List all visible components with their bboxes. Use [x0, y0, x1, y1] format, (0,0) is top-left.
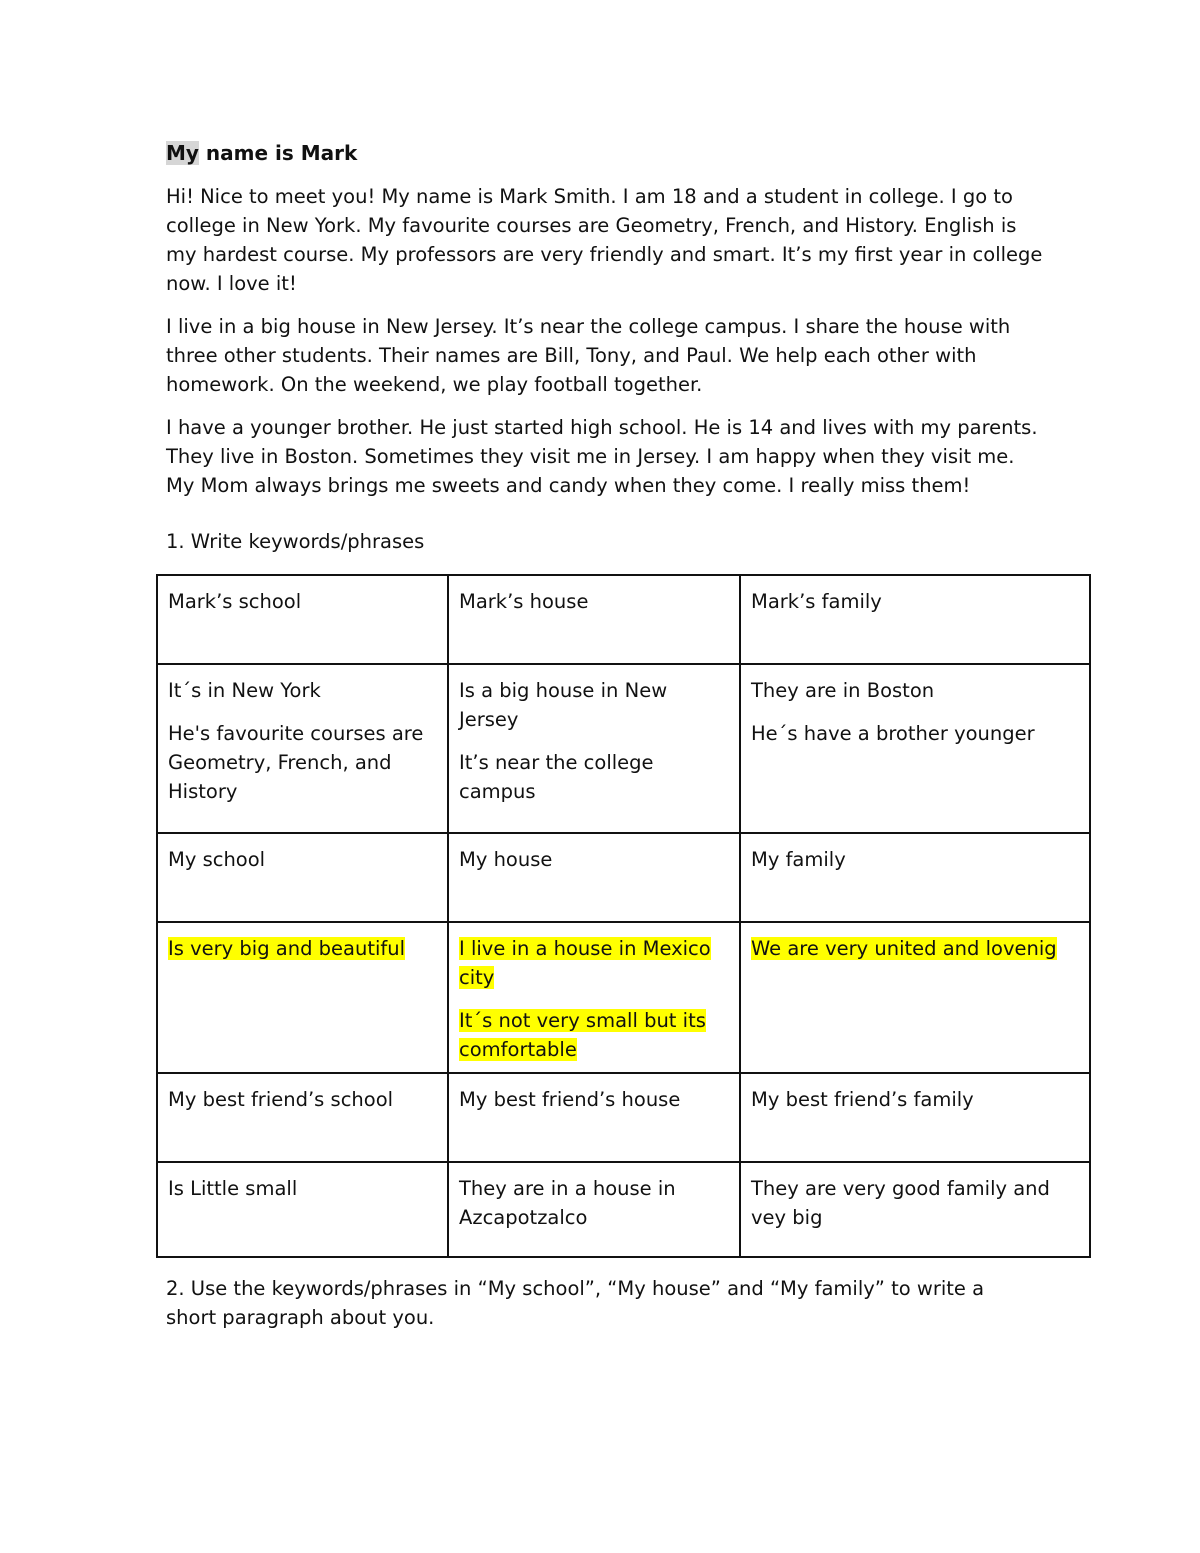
highlighted-answer: We are very united and lovenig [751, 937, 1057, 960]
title-highlighted-word: My [166, 141, 199, 165]
reading-title [166, 139, 1046, 167]
table-row [157, 922, 1090, 1073]
header-marks-house: Mark’s house [448, 575, 740, 664]
cell-best-friend-school[interactable]: Is Little small [157, 1162, 448, 1257]
keywords-table [156, 574, 1091, 1258]
cell-line: Is a big house in New Jersey [459, 679, 668, 731]
cell-best-friend-house[interactable]: They are in a house in Azcapotzalco [448, 1162, 740, 1257]
reading-section [166, 139, 1046, 514]
paragraph-2: I live in a big house in New Jersey. It’s near the college campus. I share the house with three other students. Their names are Bill, Tony, and Paul. We help each other with homework. On the weekend, we play football together. [166, 315, 1011, 396]
table-row [157, 1162, 1090, 1257]
table-row [157, 833, 1090, 922]
header-best-friend-family: My best friend’s family [740, 1073, 1090, 1162]
cell-line: He´s have a brother younger [751, 722, 1035, 745]
paragraph-1: Hi! Nice to meet you! My name is Mark Smith. I am 18 and a student in college. I go to college in New York. My favourite courses are Geometry, French, and History. English is my hardest course. My professors are very friendly and smart. It’s my first year in college now. I love it! [166, 185, 1043, 295]
table-row [157, 575, 1090, 664]
header-my-family: My family [740, 833, 1090, 922]
highlighted-answer: Is very big and beautiful [168, 937, 406, 960]
cell-line: It’s near the college campus [459, 751, 654, 803]
cell-my-house[interactable] [448, 922, 740, 1073]
header-marks-school: Mark’s school [157, 575, 448, 664]
cell-marks-family[interactable] [740, 664, 1090, 833]
title-rest: name is Mark [198, 141, 358, 165]
cell-my-school[interactable] [157, 922, 448, 1073]
cell-marks-house[interactable] [448, 664, 740, 833]
header-my-school: My school [157, 833, 448, 922]
cell-best-friend-family[interactable]: They are very good family and vey big [740, 1162, 1090, 1257]
cell-marks-school[interactable] [157, 664, 448, 833]
header-my-house: My house [448, 833, 740, 922]
header-marks-family: Mark’s family [740, 575, 1090, 664]
table-row [157, 664, 1090, 833]
header-best-friend-house: My best friend’s house [448, 1073, 740, 1162]
task-2-instruction: 2. Use the keywords/phrases in “My school”, “My house” and “My family” to write a short paragraph about you. [166, 1277, 985, 1329]
highlighted-answer: I live in a house in Mexico city [459, 937, 711, 989]
cell-my-family[interactable] [740, 922, 1090, 1073]
highlighted-answer: It´s not very small but its comfortable [459, 1009, 706, 1061]
table-row [157, 1073, 1090, 1162]
cell-line: It´s in New York [168, 679, 321, 702]
header-best-friend-school: My best friend’s school [157, 1073, 448, 1162]
task-1-instruction: 1. Write keywords/phrases [166, 530, 425, 553]
cell-line: He's favourite courses are Geometry, French, and History [168, 722, 424, 803]
paragraph-3: I have a younger brother. He just started high school. He is 14 and lives with my parents. They live in Boston. Sometimes they visit me in Jersey. I am happy when they visit me. My Mom always brings me sweets and candy when they come. I really miss them! [166, 416, 1038, 497]
cell-line: They are in Boston [751, 679, 935, 702]
